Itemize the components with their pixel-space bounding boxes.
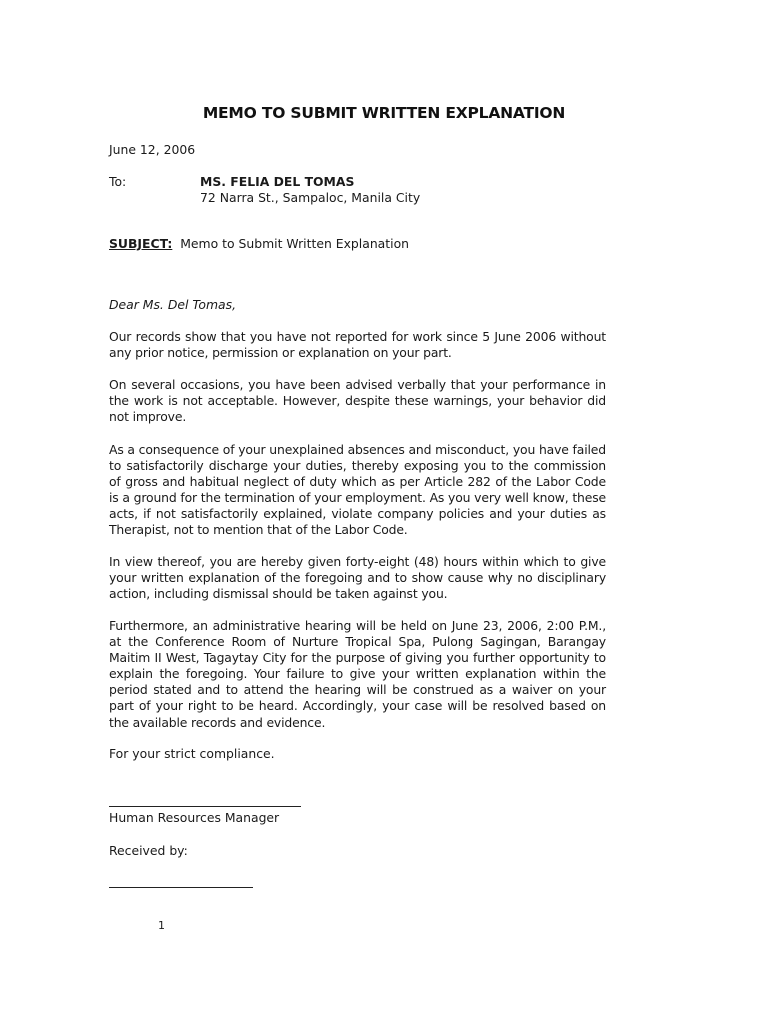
memo-title: MEMO TO SUBMIT WRITTEN EXPLANATION [202,104,566,122]
subject-label: SUBJECT: [109,236,173,251]
subject-text: Memo to Submit Written Explanation [180,236,409,251]
body-paragraph-2: On several occasions, you have been advised verbally that your performance in the work is not acceptable. However, despite these warnings, your behavior did not improve. [109,377,606,425]
recipient-name: MS. FELIA DEL TOMAS [200,174,355,189]
received-by-label: Received by: [109,843,188,858]
subject-line [109,236,409,252]
salutation: Dear Ms. Del Tomas, [109,297,237,312]
page-number: 1 [158,919,165,932]
signatory-title: Human Resources Manager [109,810,280,825]
signature-line [109,806,301,807]
body-paragraph-3: As a consequence of your unexplained absences and misconduct, you have failed to satisfactorily discharge your duties, thereby exposing you to the commission of gross and habitual neglect of duty which as per Article 282 of the Labor Code is a ground for the termination of your employment. As you very well know, these acts, if not satisfactorily explained, violate company policies and your duties as Therapist, not to mention that of the Labor Code. [109,442,606,538]
memo-date: June 12, 2006 [109,142,196,157]
closing-line: For your strict compliance. [109,746,275,761]
recipient-address: 72 Narra St., Sampaloc, Manila City [200,190,421,205]
body-paragraph-4: In view thereof, you are hereby given forty-eight (48) hours within which to give your written explanation of the foregoing and to show cause why no disciplinary action, including dismissal should be taken against you. [109,554,606,602]
received-signature-line [109,887,253,888]
body-paragraph-1: Our records show that you have not reported for work since 5 June 2006 without any prior notice, permission or explanation on your part. [109,329,606,361]
to-label: To: [109,174,127,189]
body-paragraph-5: Furthermore, an administrative hearing will be held on June 23, 2006, 2:00 P.M., at the Conference Room of Nurture Tropical Spa, Pulong Sagingan, Barangay Maitim II West, Tagaytay City for the purpose of giving you further opportunity to explain the foregoing. Your failure to give your written explanation within the period stated and to attend the hearing will be construed as a waiver on your part of your right to be heard. Accordingly, your case will be resolved based on the available records and evidence. [109,618,606,730]
